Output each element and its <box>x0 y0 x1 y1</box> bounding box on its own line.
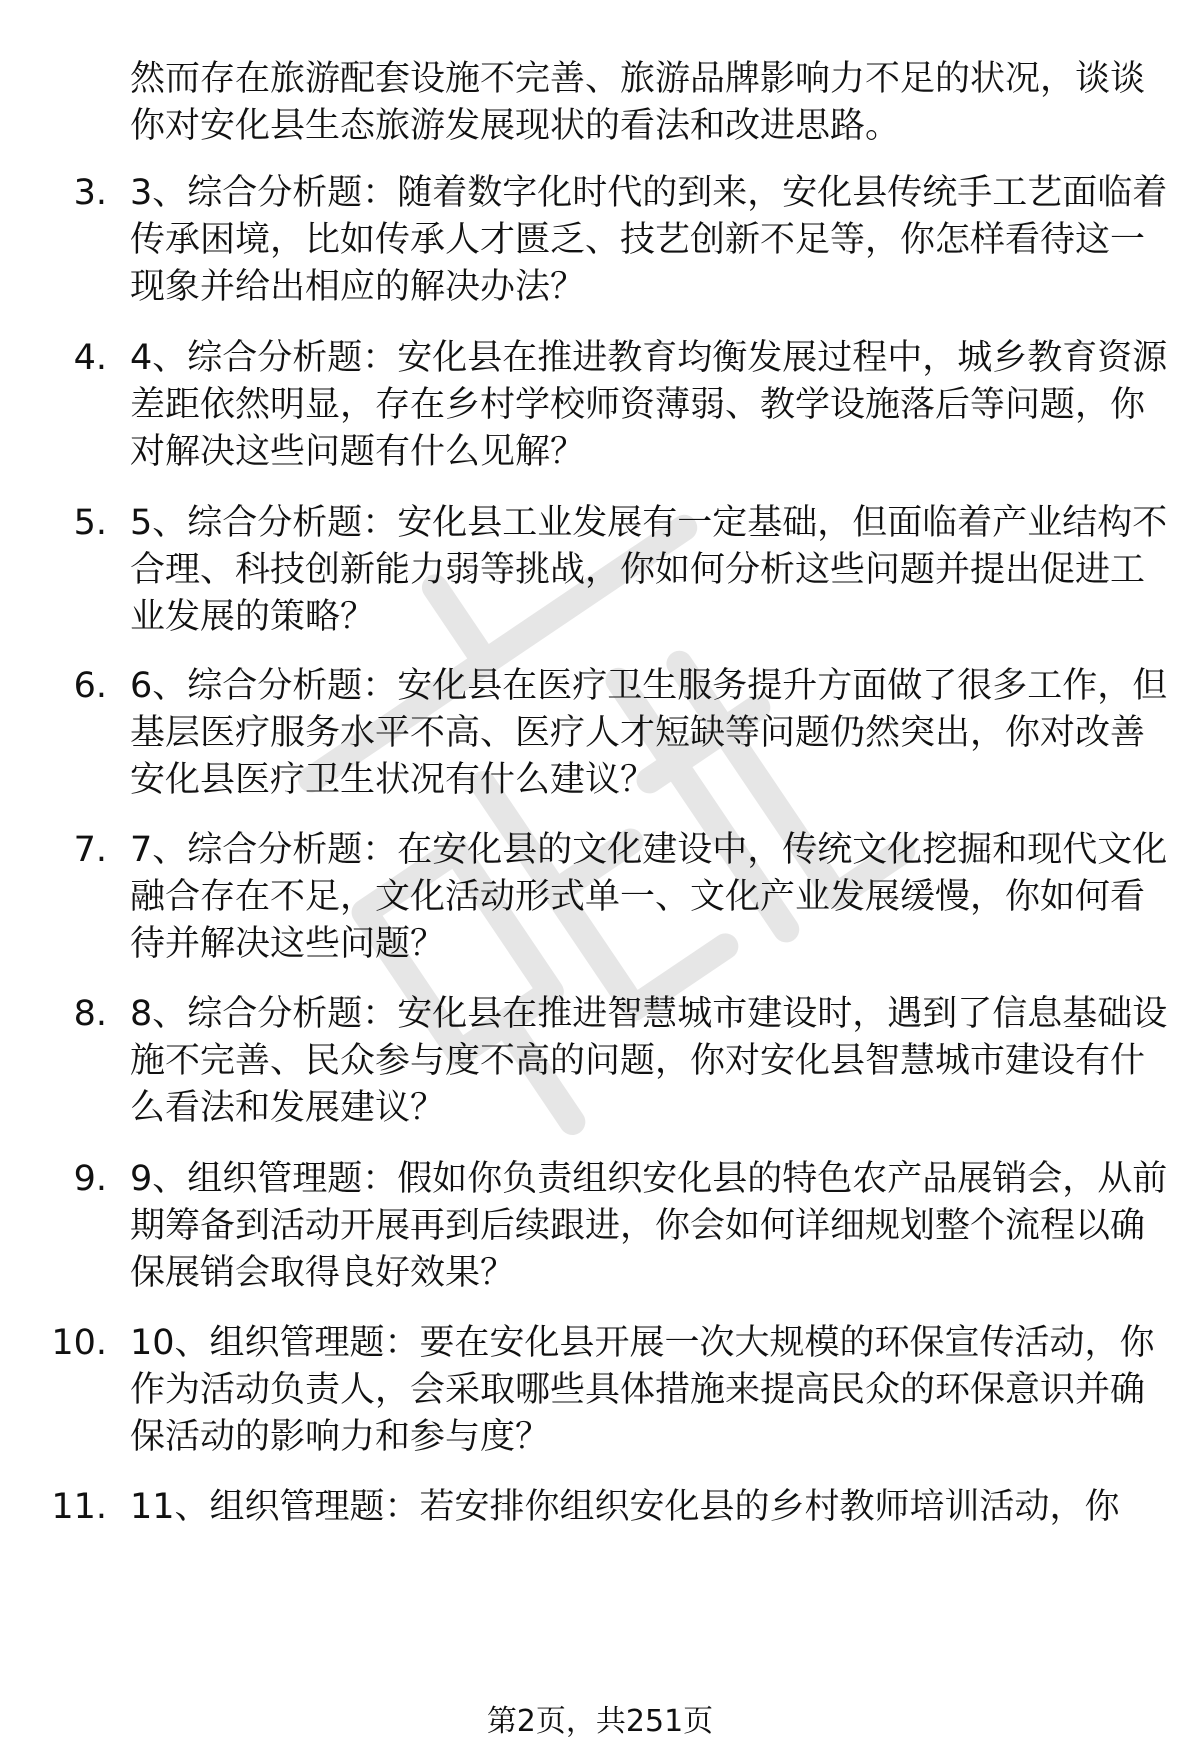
question-text: 11、组织管理题：若安排你组织安化县的乡村教师培训活动，你 <box>130 1487 1120 1527</box>
page-footer: 第2页，共251页 <box>486 1704 714 1739</box>
question-number: 8. <box>73 994 107 1034</box>
question-text: 9、组织管理题：假如你负责组织安化县的特色农产品展销会，从前期筹备到活动开展再到后续跟进，你会如何详细规划整个流程以确保展销会取得良好效果？ <box>130 1159 1168 1293</box>
question-number: 9. <box>73 1159 107 1199</box>
question-text: 7、综合分析题：在安化县的文化建设中，传统文化挖掘和现代文化融合存在不足，文化活动形式单一、文化产业发展缓慢，你如何看待并解决这些问题？ <box>130 830 1168 964</box>
question-text: 8、综合分析题：安化县在推进智慧城市建设时，遇到了信息基础设施不完善、民众参与度不高的问题，你对安化县智慧城市建设有什么看法和发展建议？ <box>130 994 1168 1128</box>
question-text: 3、综合分析题：随着数字化时代的到来，安化县传统手工艺面临着传承困境，比如传承人才匮乏、技艺创新不足等，你怎样看待这一现象并给出相应的解决办法？ <box>130 173 1168 307</box>
continuation-text: 然而存在旅游配套设施不完善、旅游品牌影响力不足的状况，谈谈你对安化县生态旅游发展现状的看法和改进思路。 <box>130 59 1146 146</box>
question-text: 10、组织管理题：要在安化县开展一次大规模的环保宣传活动，你作为活动负责人，会采取哪些具体措施来提高民众的环保意识并确保活动的影响力和参与度？ <box>130 1323 1155 1457</box>
question-number: 6. <box>73 666 107 706</box>
question-number: 10. <box>51 1323 107 1363</box>
question-text: 4、综合分析题：安化县在推进教育均衡发展过程中，城乡教育资源差距依然明显，存在乡村学校师资薄弱、教学设施落后等问题，你对解决这些问题有什么见解？ <box>130 338 1168 472</box>
question-number: 5. <box>73 503 107 543</box>
question-number: 3. <box>73 173 107 213</box>
question-number: 4. <box>73 338 107 378</box>
question-number: 11. <box>51 1487 107 1527</box>
question-text: 6、综合分析题：安化县在医疗卫生服务提升方面做了很多工作，但基层医疗服务水平不高、医疗人才短缺等问题仍然突出，你对改善安化县医疗卫生状况有什么建议？ <box>130 666 1168 800</box>
question-text: 5、综合分析题：安化县工业发展有一定基础，但面临着产业结构不合理、科技创新能力弱等挑战，你如何分析这些问题并提出促进工业发展的策略？ <box>130 503 1168 637</box>
question-number: 7. <box>73 830 107 870</box>
